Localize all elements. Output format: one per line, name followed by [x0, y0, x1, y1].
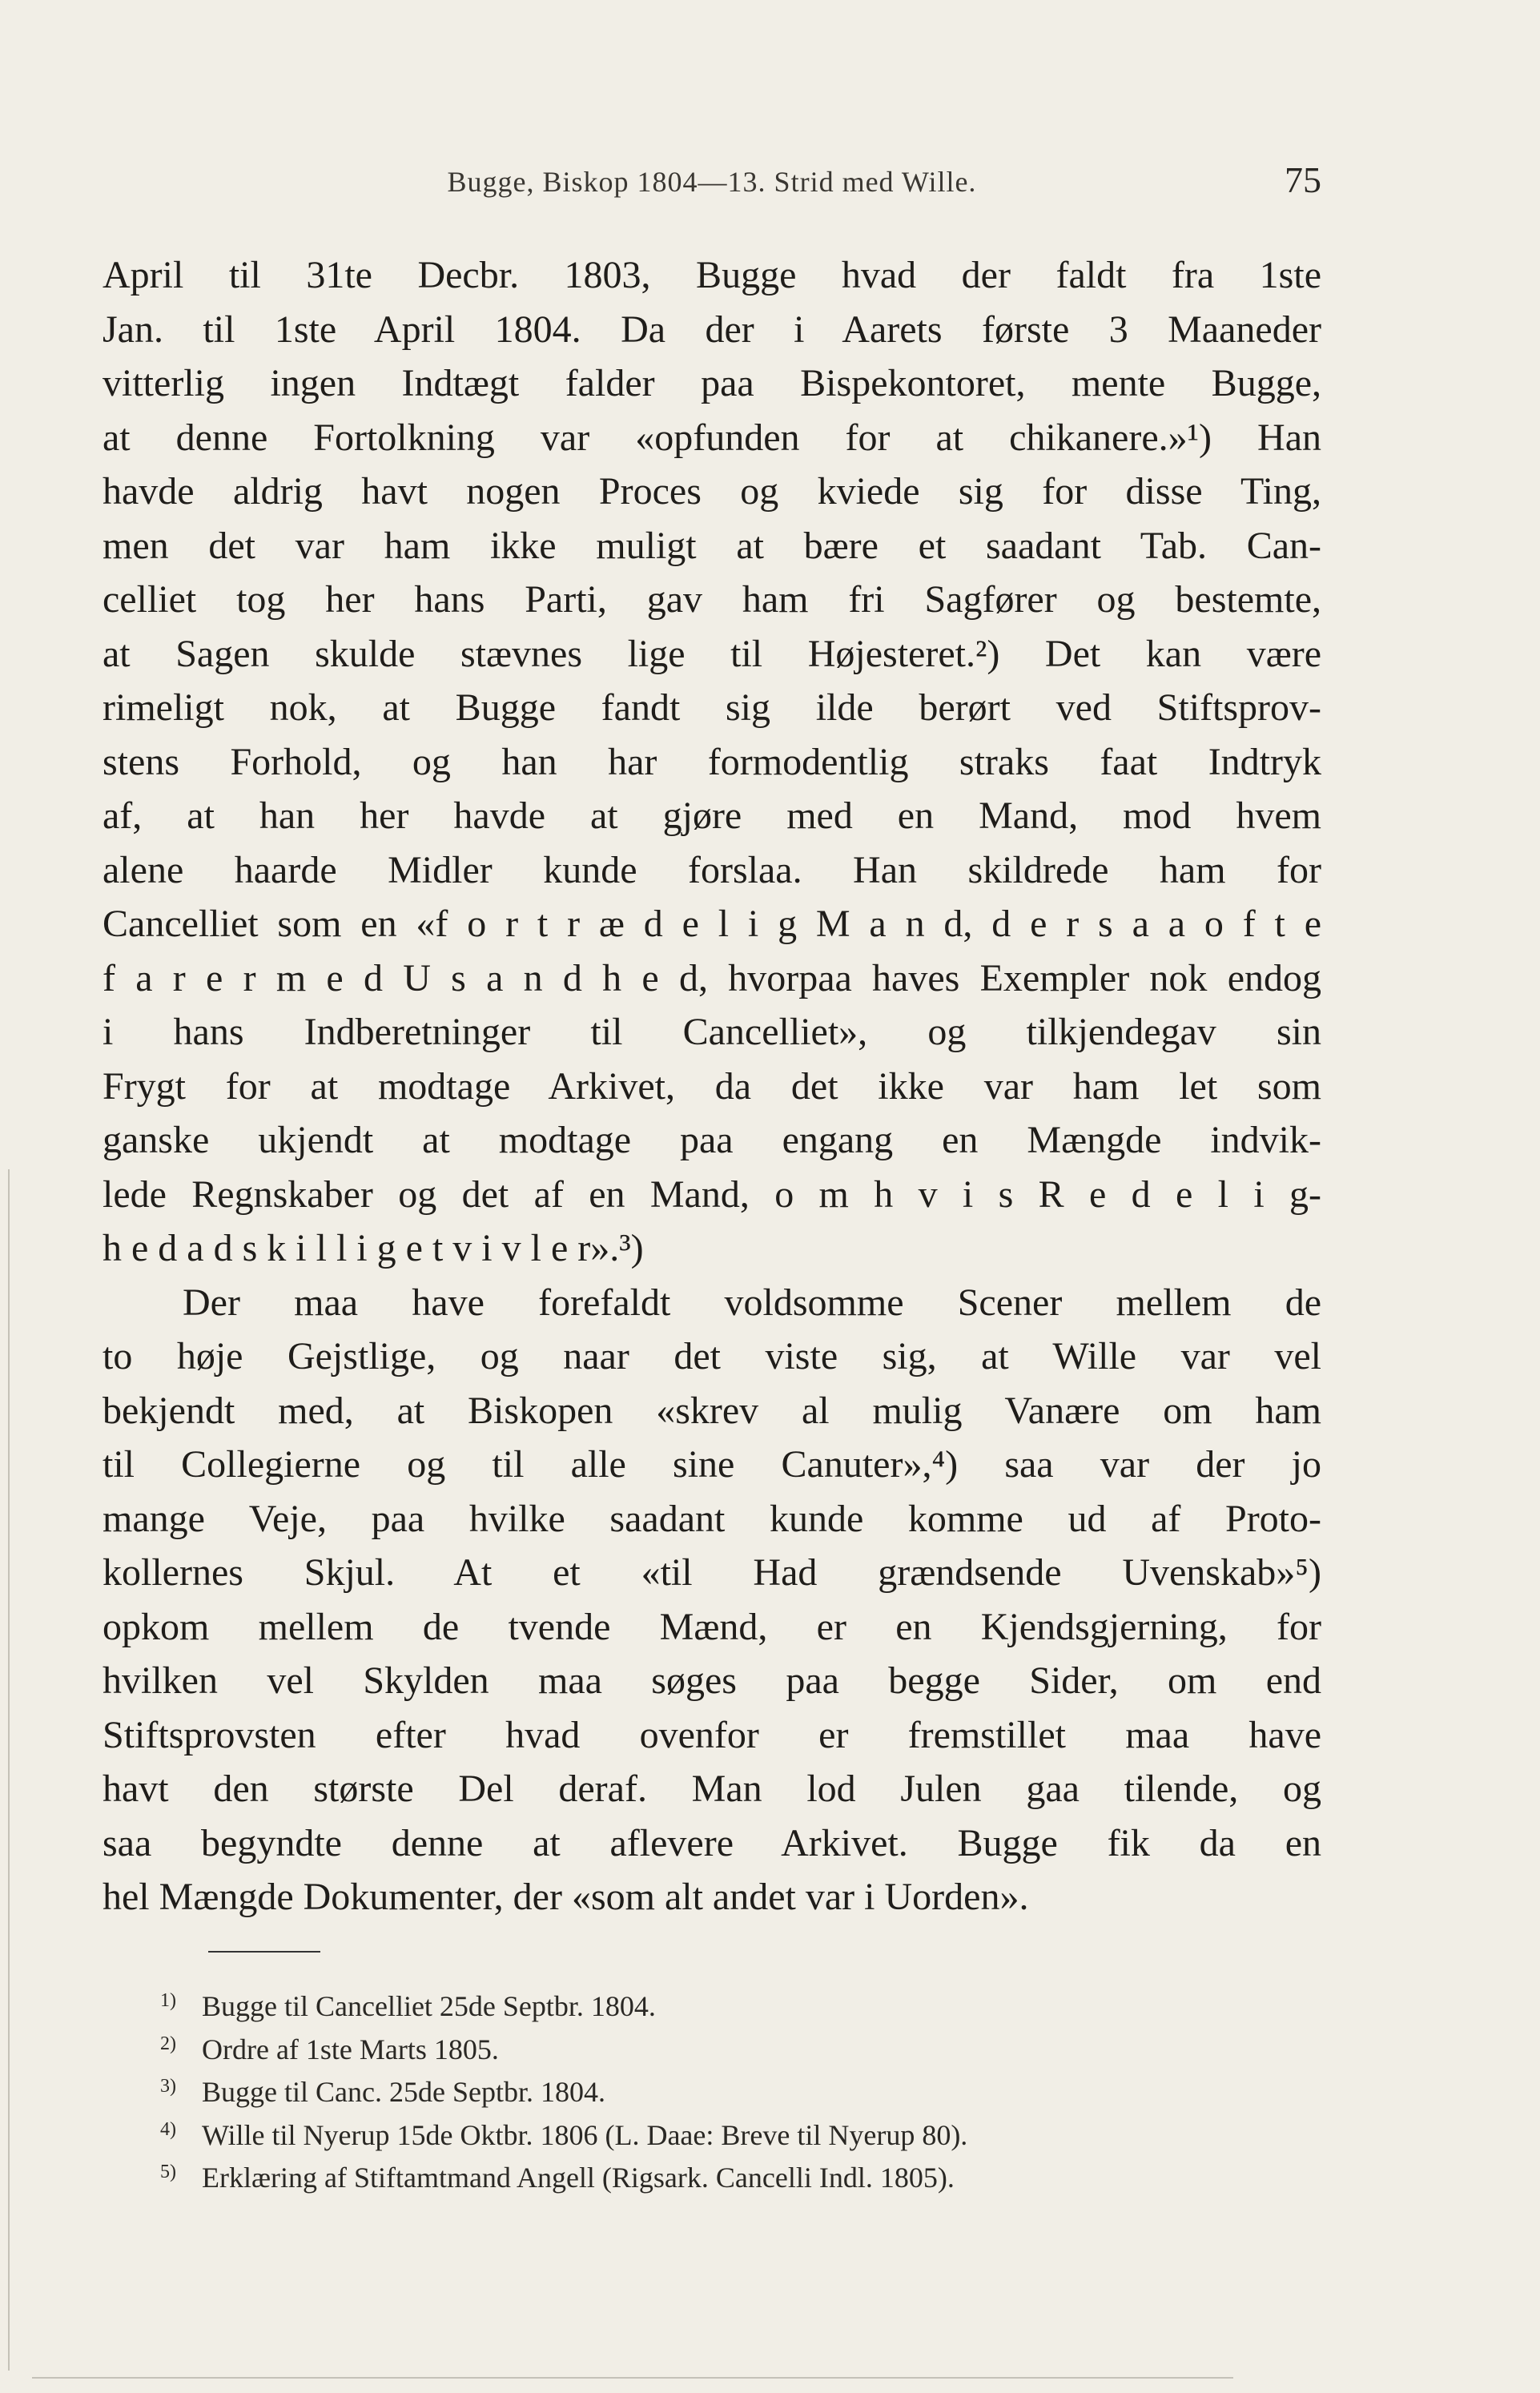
text-line: i hans Indberetninger til Cancelliet», og tilkjendegav sin: [103, 1011, 1321, 1053]
text-line: bekjendt med, at Biskopen «skrev al mulig Vanære om ham: [103, 1389, 1321, 1432]
footnote-text: Wille til Nyerup 15de Oktbr. 1806 (L. Daae: Breve til Nyerup 80).: [202, 2118, 968, 2151]
footnote-divider: [208, 1951, 320, 1953]
footnote: [160, 1980, 1321, 2023]
text-line: havde aldrig havt nogen Proces og kviede sig for disse Ting,: [103, 470, 1321, 513]
footnotes: [160, 1980, 1321, 2194]
text-line: celliet tog her hans Parti, gav ham fri Sagfører og bestemte,: [103, 578, 1321, 621]
text-line: alene haarde Midler kunde forslaa. Han skildrede ham for: [103, 848, 1321, 891]
footnote-mark: 3): [160, 2076, 176, 2097]
text-line: hel Mængde Dokumenter, der «som alt andet var i Uorden».: [103, 1876, 1029, 1918]
footnote-mark: 5): [160, 2162, 176, 2182]
footnote: [160, 2065, 1321, 2109]
text-line: hvilken vel Skylden maa søges paa begge Sider, om end: [103, 1659, 1321, 1702]
footnote-mark: 1): [160, 1990, 176, 2011]
text-line: at Sagen skulde stævnes lige til Højesteret.²) Det kan være: [103, 632, 1321, 675]
text-line: h e d a d s k i l l i g e t v i v l e r».³): [103, 1227, 644, 1269]
footnote-text: Ordre af 1ste Marts 1805.: [202, 2033, 499, 2065]
text-line: Cancelliet som en «f o r t r æ d e l i g M a n d, d e r s a a o f t e: [103, 903, 1321, 945]
page-number: 75: [1285, 159, 1321, 200]
footnote-text: Erklæring af Stiftamtmand Angell (Rigsark. Cancelli Indl. 1805).: [202, 2162, 955, 2194]
footnote: [160, 2151, 1321, 2194]
text-line: Frygt for at modtage Arkivet, da det ikke var ham let som: [103, 1064, 1321, 1108]
text-line: havt den største Del deraf. Man lod Julen gaa tilende, og: [103, 1768, 1321, 1810]
text-line: stens Forhold, og han har formodentlig straks faat Indtryk: [103, 740, 1321, 783]
scan-bottom-line: [32, 2377, 1233, 2379]
text-line: saa begyndte denne at aflevere Arkivet. Bugge fik da en: [103, 1821, 1321, 1864]
text-line: men det var ham ikke muligt at bære et saadant Tab. Can-: [103, 524, 1321, 567]
text-line: to høje Gejstlige, og naar det viste sig, at Wille var vel: [103, 1335, 1321, 1377]
text-line: til Collegierne og til alle sine Canuter»,⁴) saa var der jo: [103, 1443, 1321, 1486]
text-line: April til 31te Decbr. 1803, Bugge hvad der faldt fra 1ste: [103, 254, 1321, 296]
text-line: f a r e r m e d U s a n d h e d, hvorpaa haves Exempler nok endog: [103, 956, 1321, 999]
text-line: mange Veje, paa hvilke saadant kunde komme ud af Proto-: [103, 1497, 1321, 1540]
text-line: at denne Fortolkning var «opfunden for at chikanere.»¹) Han: [103, 416, 1321, 459]
text-line: af, at han her havde at gjøre med en Mand, mod hvem: [103, 794, 1321, 837]
text-line: vitterlig ingen Indtægt falder paa Bispekontoret, mente Bugge,: [103, 362, 1321, 404]
text-line: ganske ukjendt at modtage paa engang en Mængde indvik-: [103, 1119, 1321, 1161]
footnote-mark: 2): [160, 2033, 176, 2054]
text-line: opkom mellem de tvende Mænd, er en Kjendsgjerning, for: [103, 1605, 1321, 1648]
footnote-text: Bugge til Cancelliet 25de Septbr. 1804.: [202, 1990, 656, 2022]
text-line: Der maa have forefaldt voldsomme Scener mellem de: [183, 1281, 1321, 1324]
scan-edge-line: [8, 1169, 10, 2371]
text-line: Stiftsprovsten efter hvad ovenfor er fremstillet maa have: [103, 1713, 1321, 1756]
text-line: rimeligt nok, at Bugge fandt sig ilde berørt ved Stiftsprov-: [103, 686, 1321, 729]
footnote-mark: 4): [160, 2118, 176, 2140]
text-line: Jan. til 1ste April 1804. Da der i Aarets første 3 Maaneder: [103, 308, 1321, 351]
page-header: [103, 159, 1321, 207]
footnote: [160, 2023, 1321, 2066]
footnote-text: Bugge til Canc. 25de Septbr. 1804.: [202, 2076, 605, 2108]
running-head: Bugge, Biskop 1804—13. Strid med Wille.: [447, 166, 977, 198]
text-line: lede Regnskaber og det af en Mand, o m h v i s R e d e l i g-: [103, 1172, 1321, 1216]
body-text: [103, 248, 1321, 1924]
footnote: [160, 2109, 1321, 2152]
text-line: kollernes Skjul. At et «til Had grændsende Uvenskab»⁵): [103, 1551, 1321, 1594]
